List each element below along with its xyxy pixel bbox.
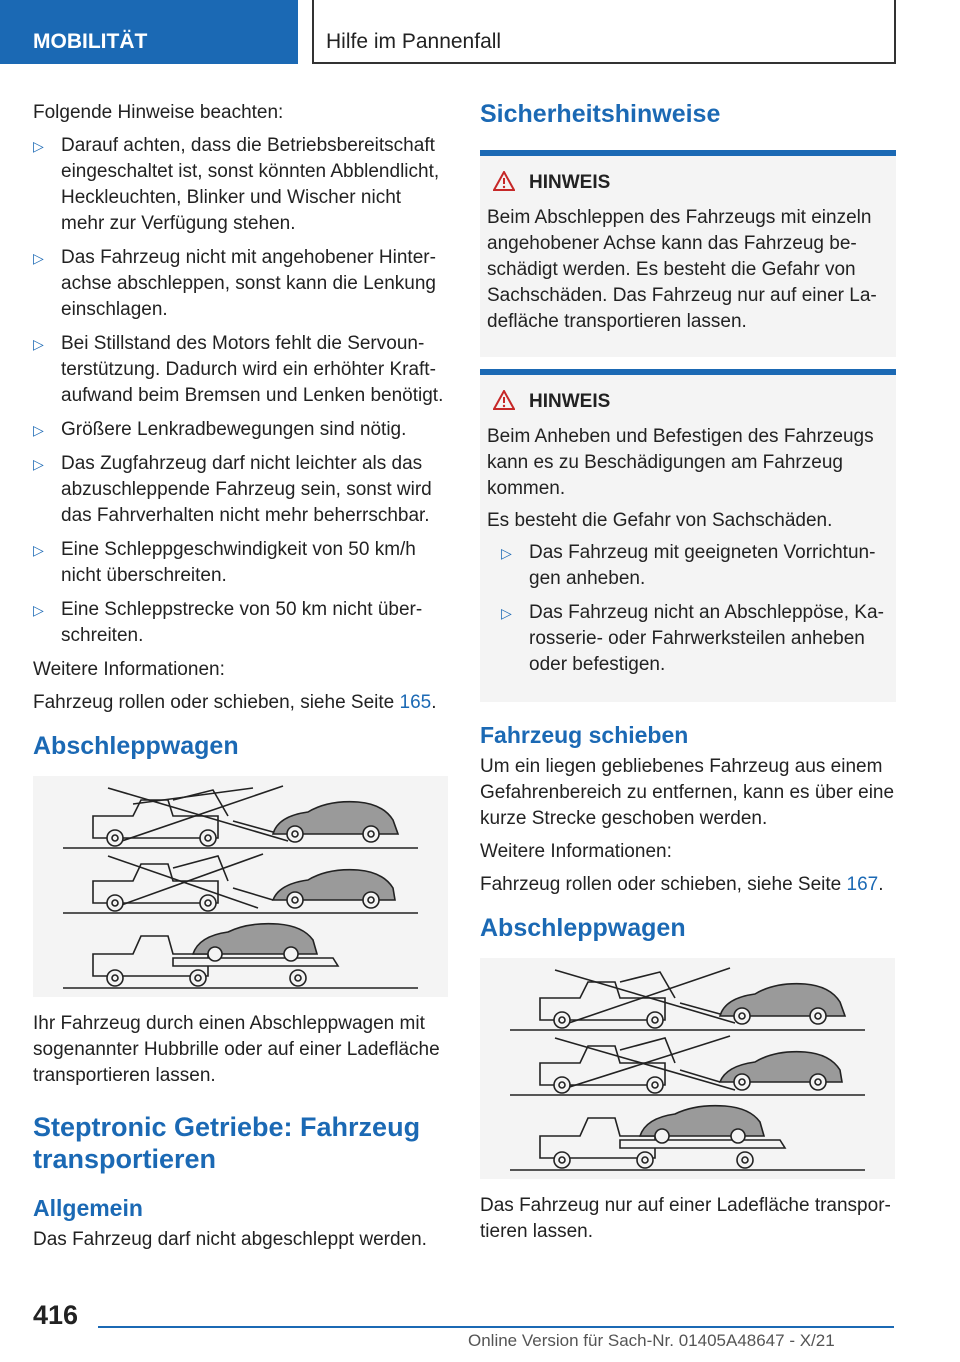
push-heading: Fahrzeug schieben [480, 722, 689, 748]
more-info-label: Weitere Informationen: [33, 659, 225, 680]
triangle-bullet-icon: ▷ [33, 602, 44, 618]
hint-list [33, 133, 448, 649]
list-item: ▷ Das Fahrzeug mit geeigneten Vorrichtungen anheben. [501, 542, 876, 589]
triangle-bullet-icon: ▷ [501, 545, 512, 561]
list-item: ▷ Eine Schleppstrecke von 50 km nicht überschreiten. [33, 599, 423, 646]
list-item: ▷ Das Fahrzeug nicht mit angehobener Hinterachse abschleppen, sonst kann die Lenkung einschlagen. [33, 247, 436, 320]
list-item: ▷ Das Zugfahrzeug darf nicht leichter als das abzuschleppende Fahrzeug sein, sonst wird das Fahrverhalten nicht mehr beherrschbar. [33, 453, 432, 526]
tow-truck-illustration [480, 958, 895, 1179]
notice-header: HINWEIS [487, 170, 888, 199]
tow-truck-text: Das Fahrzeug nur auf einer Ladefläche transportieren lassen. [480, 1195, 891, 1242]
list-item: ▷ Eine Schleppgeschwindigkeit von 50 km/h nicht überschreiten. [33, 539, 416, 586]
triangle-bullet-icon: ▷ [501, 605, 512, 621]
more-info-label: Weitere Informationen: [480, 841, 672, 862]
list-item: ▷ Das Fahrzeug nicht an Abschleppöse, Karosserie- oder Fahrwerksteilen anheben oder befestigen. [501, 602, 884, 675]
general-heading: Allgemein [33, 1195, 143, 1221]
page-link[interactable]: 165 [399, 692, 432, 713]
triangle-bullet-icon: ▷ [33, 336, 44, 352]
triangle-bullet-icon: ▷ [33, 138, 44, 154]
tow-truck-heading: Abschleppwagen [33, 732, 239, 760]
page-link[interactable]: 167 [846, 874, 879, 895]
notice-text: Beim Anheben und Befestigen des Fahrzeugs kann es zu Beschädigungen am Fahrzeug kommen. [487, 426, 874, 499]
right-column [480, 98, 896, 1252]
triangle-bullet-icon: ▷ [33, 250, 44, 266]
general-text: Das Fahrzeug darf nicht abgeschleppt werden. [33, 1229, 427, 1250]
page-number: 416 [33, 1300, 79, 1330]
safety-heading: Sicherheitshinweise [480, 100, 721, 128]
push-text: Um ein liegen gebliebenes Fahrzeug aus einem Gefahrenbereich zu entfernen, kann es über eine kurze Strecke geschoben werden. [480, 756, 895, 829]
section-tab: MOBILITÄT [0, 0, 298, 64]
footer-divider [98, 1326, 894, 1328]
steptronic-heading: Steptronic Getriebe: Fahrzeug transportieren [33, 1112, 421, 1174]
online-version-text: Online Version für Sach-Nr. 01405A48647 - X/21 [468, 1331, 835, 1350]
page-reference: Fahrzeug rollen oder schieben, siehe Seite 165. [33, 692, 437, 713]
chapter-title: Hilfe im Pannenfall [312, 0, 896, 64]
notice-text: Es besteht die Gefahr von Sachschäden. [487, 510, 833, 531]
list-item: ▷ Darauf achten, dass die Betriebsbereitschaft eingeschaltet ist, sonst könnten Abblendlicht, Heckleuchten, Blinker und Wischer nicht mehr zur Verfügung stehen. [33, 135, 440, 234]
list-item: ▷ Größere Lenkradbewegungen sind nötig. [33, 417, 448, 443]
notice-text: Beim Abschleppen des Fahrzeugs mit einzeln angehobener Achse kann das Fahrzeug beschädigt werden. Es besteht die Gefahr von Sachschäden. Das Fahrzeug nur auf einer Ladefläche transportieren lassen. [487, 207, 877, 332]
triangle-bullet-icon: ▷ [33, 422, 44, 438]
intro-text: Folgende Hinweise beachten: [33, 102, 284, 123]
notice-box [480, 369, 896, 702]
left-column [33, 100, 448, 1260]
notice-header: HINWEIS [487, 389, 888, 418]
tow-truck-heading: Abschleppwagen [480, 914, 686, 942]
tow-truck-text: Ihr Fahrzeug durch einen Abschleppwagen mit sogenannter Hubbrille oder auf einer Ladefläche transportieren lassen. [33, 1013, 440, 1086]
page-reference: Fahrzeug rollen oder schieben, siehe Seite 167. [480, 874, 884, 895]
warning-triangle-icon [493, 171, 515, 199]
triangle-bullet-icon: ▷ [33, 456, 44, 472]
warning-triangle-icon [493, 390, 515, 418]
tow-truck-illustration [33, 776, 448, 997]
notice-list [487, 540, 888, 678]
list-item: ▷ Bei Stillstand des Motors fehlt die Servounterstützung. Dadurch wird ein erhöhter Kraftaufwand beim Bremsen und Lenken benötigt. [33, 333, 444, 406]
tow-truck-image [480, 958, 895, 1179]
triangle-bullet-icon: ▷ [33, 542, 44, 558]
notice-box [480, 150, 896, 357]
tow-truck-image [33, 776, 448, 997]
